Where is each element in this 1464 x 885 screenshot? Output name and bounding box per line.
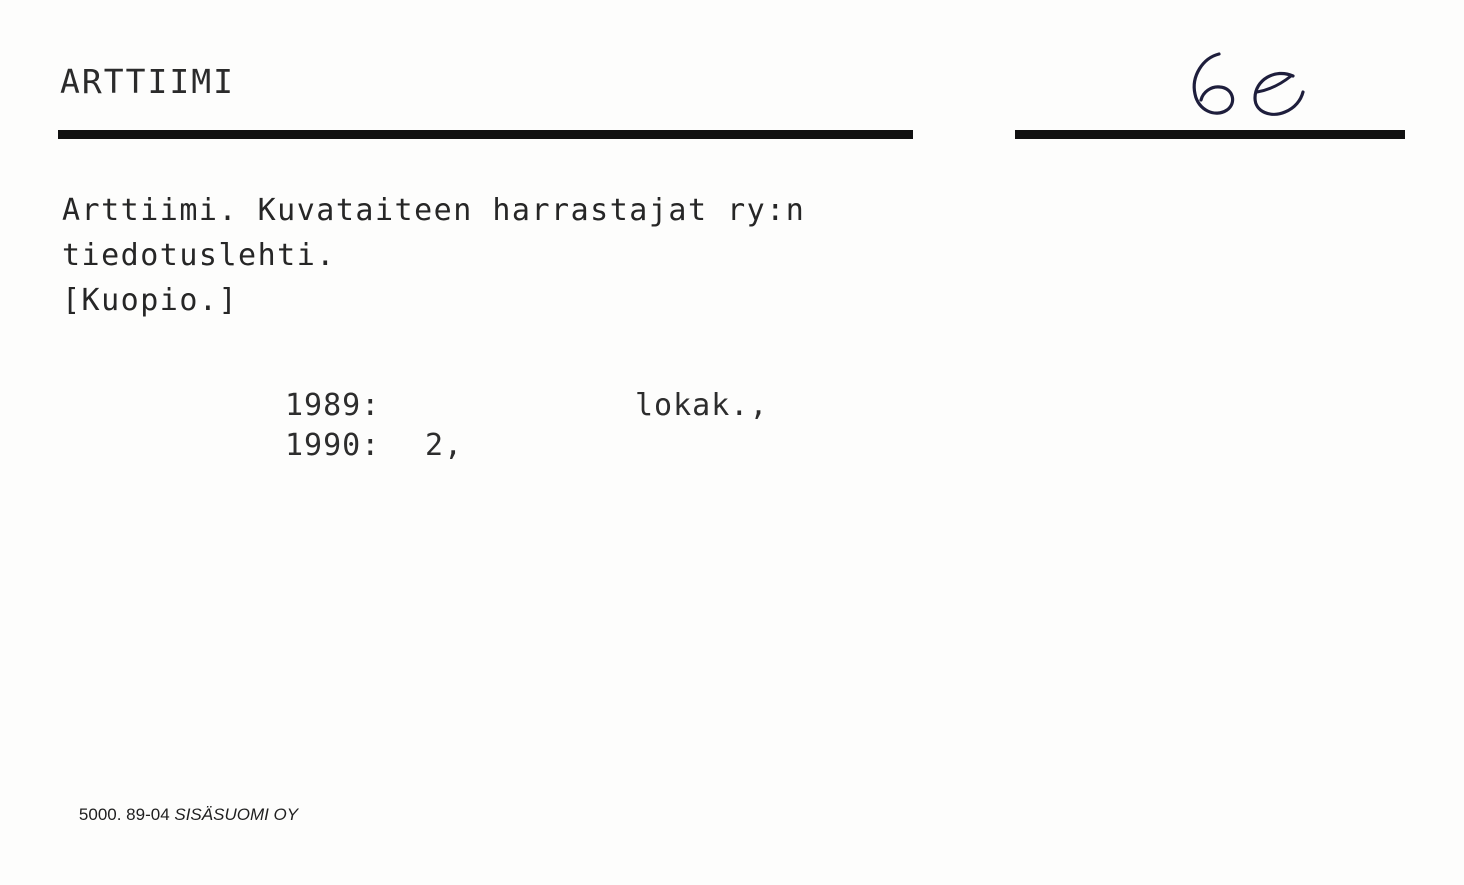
handwritten-annotation-icon <box>1175 42 1345 132</box>
record-body-line: Arttiimi. Kuvataiteen harrastajat ry:n <box>62 193 806 228</box>
table-row <box>285 428 768 468</box>
printer-imprint <box>60 785 298 845</box>
holdings-year: 1990: <box>285 428 381 463</box>
record-body-line: tiedotuslehti. <box>62 238 336 273</box>
holdings-table <box>285 388 768 468</box>
page-title: ARTTIIMI <box>60 62 235 101</box>
table-row <box>285 388 768 428</box>
header-rule-left <box>58 130 913 139</box>
imprint-code: 5000. 89-04 <box>78 805 175 824</box>
header-rule-right <box>1015 130 1405 139</box>
imprint-company: SISÄSUOMI OY <box>174 805 299 824</box>
holdings-year: 1989: <box>285 388 381 423</box>
record-body <box>62 188 1122 323</box>
record-body-line: [Kuopio.] <box>62 283 239 318</box>
holdings-number: 2, <box>425 428 464 463</box>
holdings-note: lokak., <box>635 388 769 423</box>
